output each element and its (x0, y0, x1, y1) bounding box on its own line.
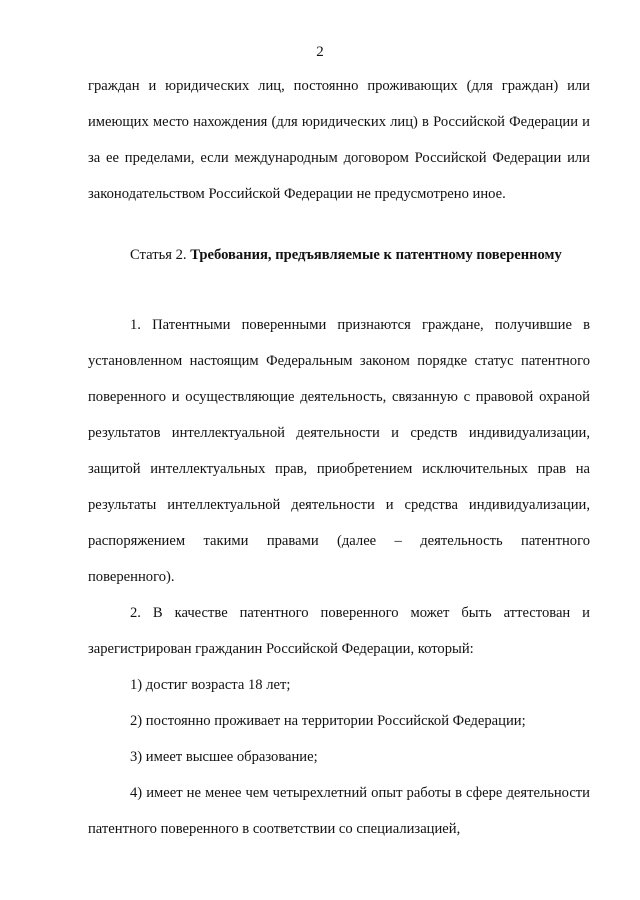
article-title: Требования, предъявляемые к патентному поверенному (190, 247, 562, 263)
list-item-4: 4) имеет не менее чем четырехлетний опыт работы в сфере деятельности патентного поверенного в соответствии со специализацией, (88, 785, 590, 837)
list-item-3: 3) имеет высшее образование; (130, 749, 318, 765)
page-number: 2 (316, 44, 324, 60)
paragraph-2: 2. В качестве патентного поверенного может быть аттестован и зарегистрирован гражданин Российской Федерации, который: (88, 605, 590, 657)
article-label: Статья 2. (130, 247, 187, 263)
list-item-2: 2) постоянно проживает на территории Российской Федерации; (130, 713, 526, 729)
intro-paragraph: граждан и юридических лиц, постоянно проживающих (для граждан) или имеющих место нахождения (для юридических лиц) в Российской Федерации и за ее пределами, если международным договором Российской Федерации или законодательством Российской Федерации не предусмотрено иное. (88, 78, 590, 202)
document-body (88, 68, 590, 847)
paragraph-1: 1. Патентными поверенными признаются граждане, получившие в установленном настоящим Федеральным законом порядке статус патентного поверенного и осуществляющие деятельность, связанную с правовой охраной результатов интеллектуальной деятельности и средств индивидуализации, защитой интеллектуальных прав, приобретением исключительных прав на результаты интеллектуальной деятельности и средства индивидуализации, распоряжением такими правами (далее – деятельность патентного поверенного). (88, 317, 590, 585)
list-item-1: 1) достиг возраста 18 лет; (130, 677, 291, 693)
article-heading (88, 237, 590, 273)
